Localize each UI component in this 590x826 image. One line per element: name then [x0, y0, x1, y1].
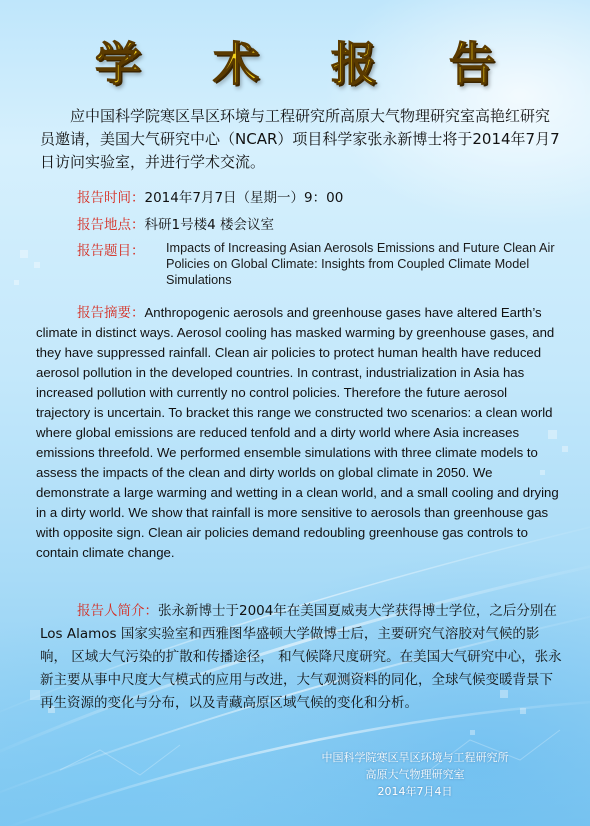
speaker-bio-text: 张永新博士于2004年在美国夏威夷大学获得博士学位，之后分别在Los Alamos 国家实验室和西雅图华盛顿大学做博士后，主要研究气溶胶对气候的影响， 区域大气污染的扩散和传播途径， 和气候降尺度研究。在美国大气研究中心，张永新主要从事中尺度大气模式的应用与改进，大气观测资料的同化，全球气候变暖背景下再生资源的变化与分布，以及青藏高原区域气候的变化和分析。	[40, 603, 562, 711]
intro-paragraph: 应中国科学院寒区旱区环境与工程研究所高原大气物理研究室高艳红研究员邀请，美国大气研究中心（NCAR）项目科学家张永新博士将于2014年7月7日访问实验室，并进行学术交流。	[40, 107, 560, 171]
speaker-bio-paragraph	[40, 600, 562, 715]
report-place-value: 科研1号楼4 楼会议室	[144, 217, 274, 233]
report-topic-label: 报告题目：	[77, 243, 145, 259]
signature-date: 2014年7月4日	[377, 785, 453, 798]
report-time-row	[77, 186, 343, 206]
poster-title: 学 术 报 告	[94, 37, 524, 91]
speaker-bio-label: 报告人简介：	[77, 603, 158, 619]
report-topic-value: Impacts of Increasing Asian Aerosols Emissions and Future Clean Air Policies on Global Climate: Insights from Coupled Climate Model Simulations	[166, 241, 555, 287]
abstract-paragraph	[36, 303, 564, 563]
report-place-label: 报告地点：	[77, 217, 145, 233]
report-place-row	[77, 213, 274, 233]
signature-dept: 高原大气物理研究室	[365, 768, 465, 781]
abstract-label: 报告摘要：	[77, 305, 145, 321]
signature-org: 中国科学院寒区旱区环境与工程研究所	[321, 751, 509, 764]
report-time-label: 报告时间：	[77, 190, 145, 206]
report-time-value: 2014年7月7日（星期一）9：00	[144, 190, 344, 206]
signature-block	[280, 749, 550, 800]
abstract-text: Anthropogenic aerosols and greenhouse gases have altered Earth’s climate in distinct ways. Aerosol cooling has masked warming by greenhouse gases, and they have suppressed rainfall. Clean air policies to protect human health have reduced aerosol pollution in the developed countries. In contrast, industrialization in Asia has increased pollution with currently no control policies. Therefore the future aerosol trajectory is uncertain. To bracket this range we constructed two scenarios: a clean world where global emissions are reduced tenfold and a dirty world where Asia increases emissions threefold. We performed ensemble simulations with three climate models to assess the impacts of the clean and dirty worlds on global climate in 2050. We demonstrate a large warming and wetting in a clean world, and a small cooling and drying in a dirty world. We show that rainfall is more sensitive to aerosols than greenhouse gas with opposite sign. Clean air policies demand redoubling greenhouse gas controls to contain climate change.	[36, 305, 559, 560]
